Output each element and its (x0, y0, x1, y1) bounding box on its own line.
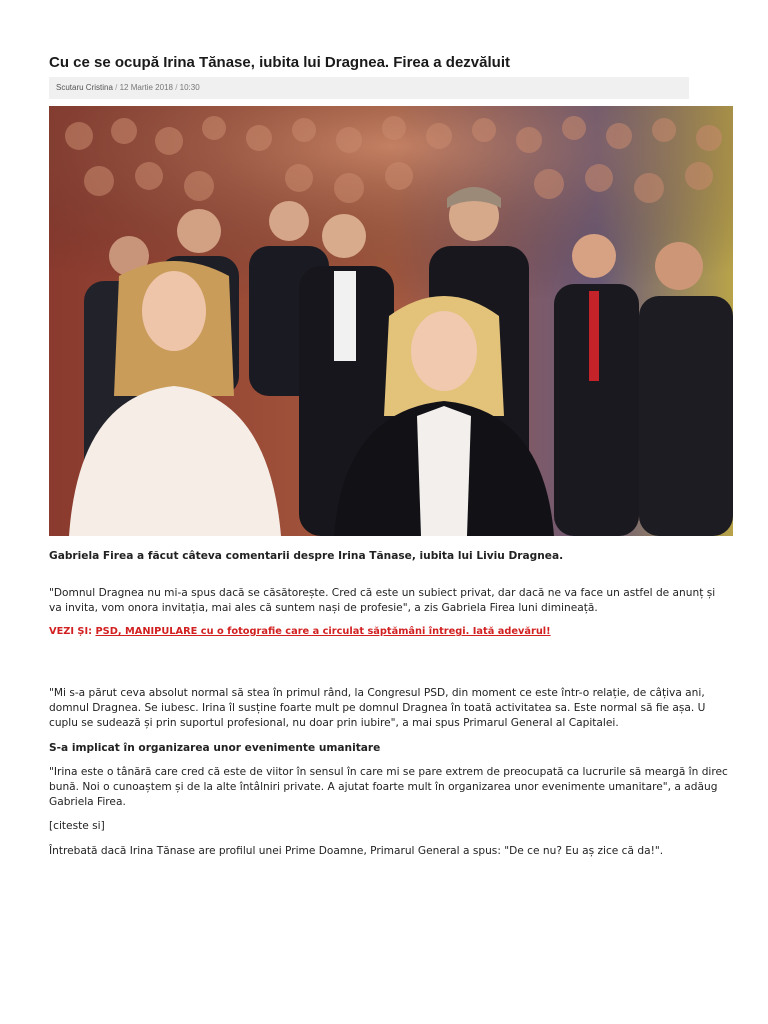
read-also-placeholder[interactable]: [citeste si] (49, 820, 105, 832)
related-article (49, 624, 733, 639)
hero-photo-illustration (49, 106, 733, 536)
paragraph-2-line-1: "Mi s-a părut ceva absolut normal să stea în primul rând, la Congresul PSD, din moment ce este într-o relație, de câțiva ani, (49, 687, 705, 699)
paragraph-2-line-2: domnul Dragnea. Se iubesc. Irina îl susține foarte mult pe domnul Dragnea în toată activitatea sa. Este normal să fie așa. U (49, 702, 706, 714)
paragraph-1-line-2: va invita, vom onora invitația, mai ales că suntem nași de profesie", a zis Gabriela Firea luni dimineață. (49, 602, 598, 614)
paragraph-2-line-3: cuplu se sudează și prin suportul profesional, nu doar prin iubire", a mai spus Primarul General al Capitalei. (49, 717, 619, 729)
related-article-link[interactable]: PSD, MANIPULARE cu o fotografie care a circulat săptămâni întregi. Iată adevărul! (95, 626, 551, 637)
publish-time: 10:30 (179, 83, 200, 92)
paragraph-4: Întrebată dacă Irina Tănase are profilul unei Prime Doamne, Primarul General a spus: "De ce nu? Eu aș zice că da!". (49, 845, 664, 857)
hero-image (49, 106, 733, 536)
publish-date: 12 Martie 2018 (119, 83, 173, 92)
meta-separator: / (112, 83, 120, 92)
section-subheading: S-a implicat în organizarea unor evenimente umanitare (49, 742, 381, 754)
image-caption: Gabriela Firea a făcut câteva comentarii despre Irina Tănase, iubita lui Liviu Dragnea. (49, 550, 564, 562)
article-meta (49, 77, 689, 99)
related-label: VEZI ȘI: (49, 626, 93, 637)
meta-separator-2: / (172, 83, 180, 92)
paragraph-3-line-1: "Irina este o tânără care cred că este de viitor în sensul în care mi se pare extrem de preocupată ca lucrurile să meargă în direc (49, 766, 728, 778)
paragraph-3-line-3: Gabriela Firea. (49, 796, 126, 808)
author-name[interactable]: Scutaru Cristina (56, 83, 113, 92)
paragraph-1-line-1: "Domnul Dragnea nu mi-a spus dacă se căsătorește. Cred că este un subiect privat, dar dacă ne va face un astfel de anunț și (49, 587, 716, 599)
article-title: Cu ce se ocupă Irina Tănase, iubita lui Dragnea. Firea a dezvăluit (49, 54, 510, 71)
paragraph-3-line-2: bună. Noi o cunoaștem și de la alte întâlniri private. A ajutat foarte mult în organizarea unor evenimente umanitare", a adăug (49, 781, 718, 793)
